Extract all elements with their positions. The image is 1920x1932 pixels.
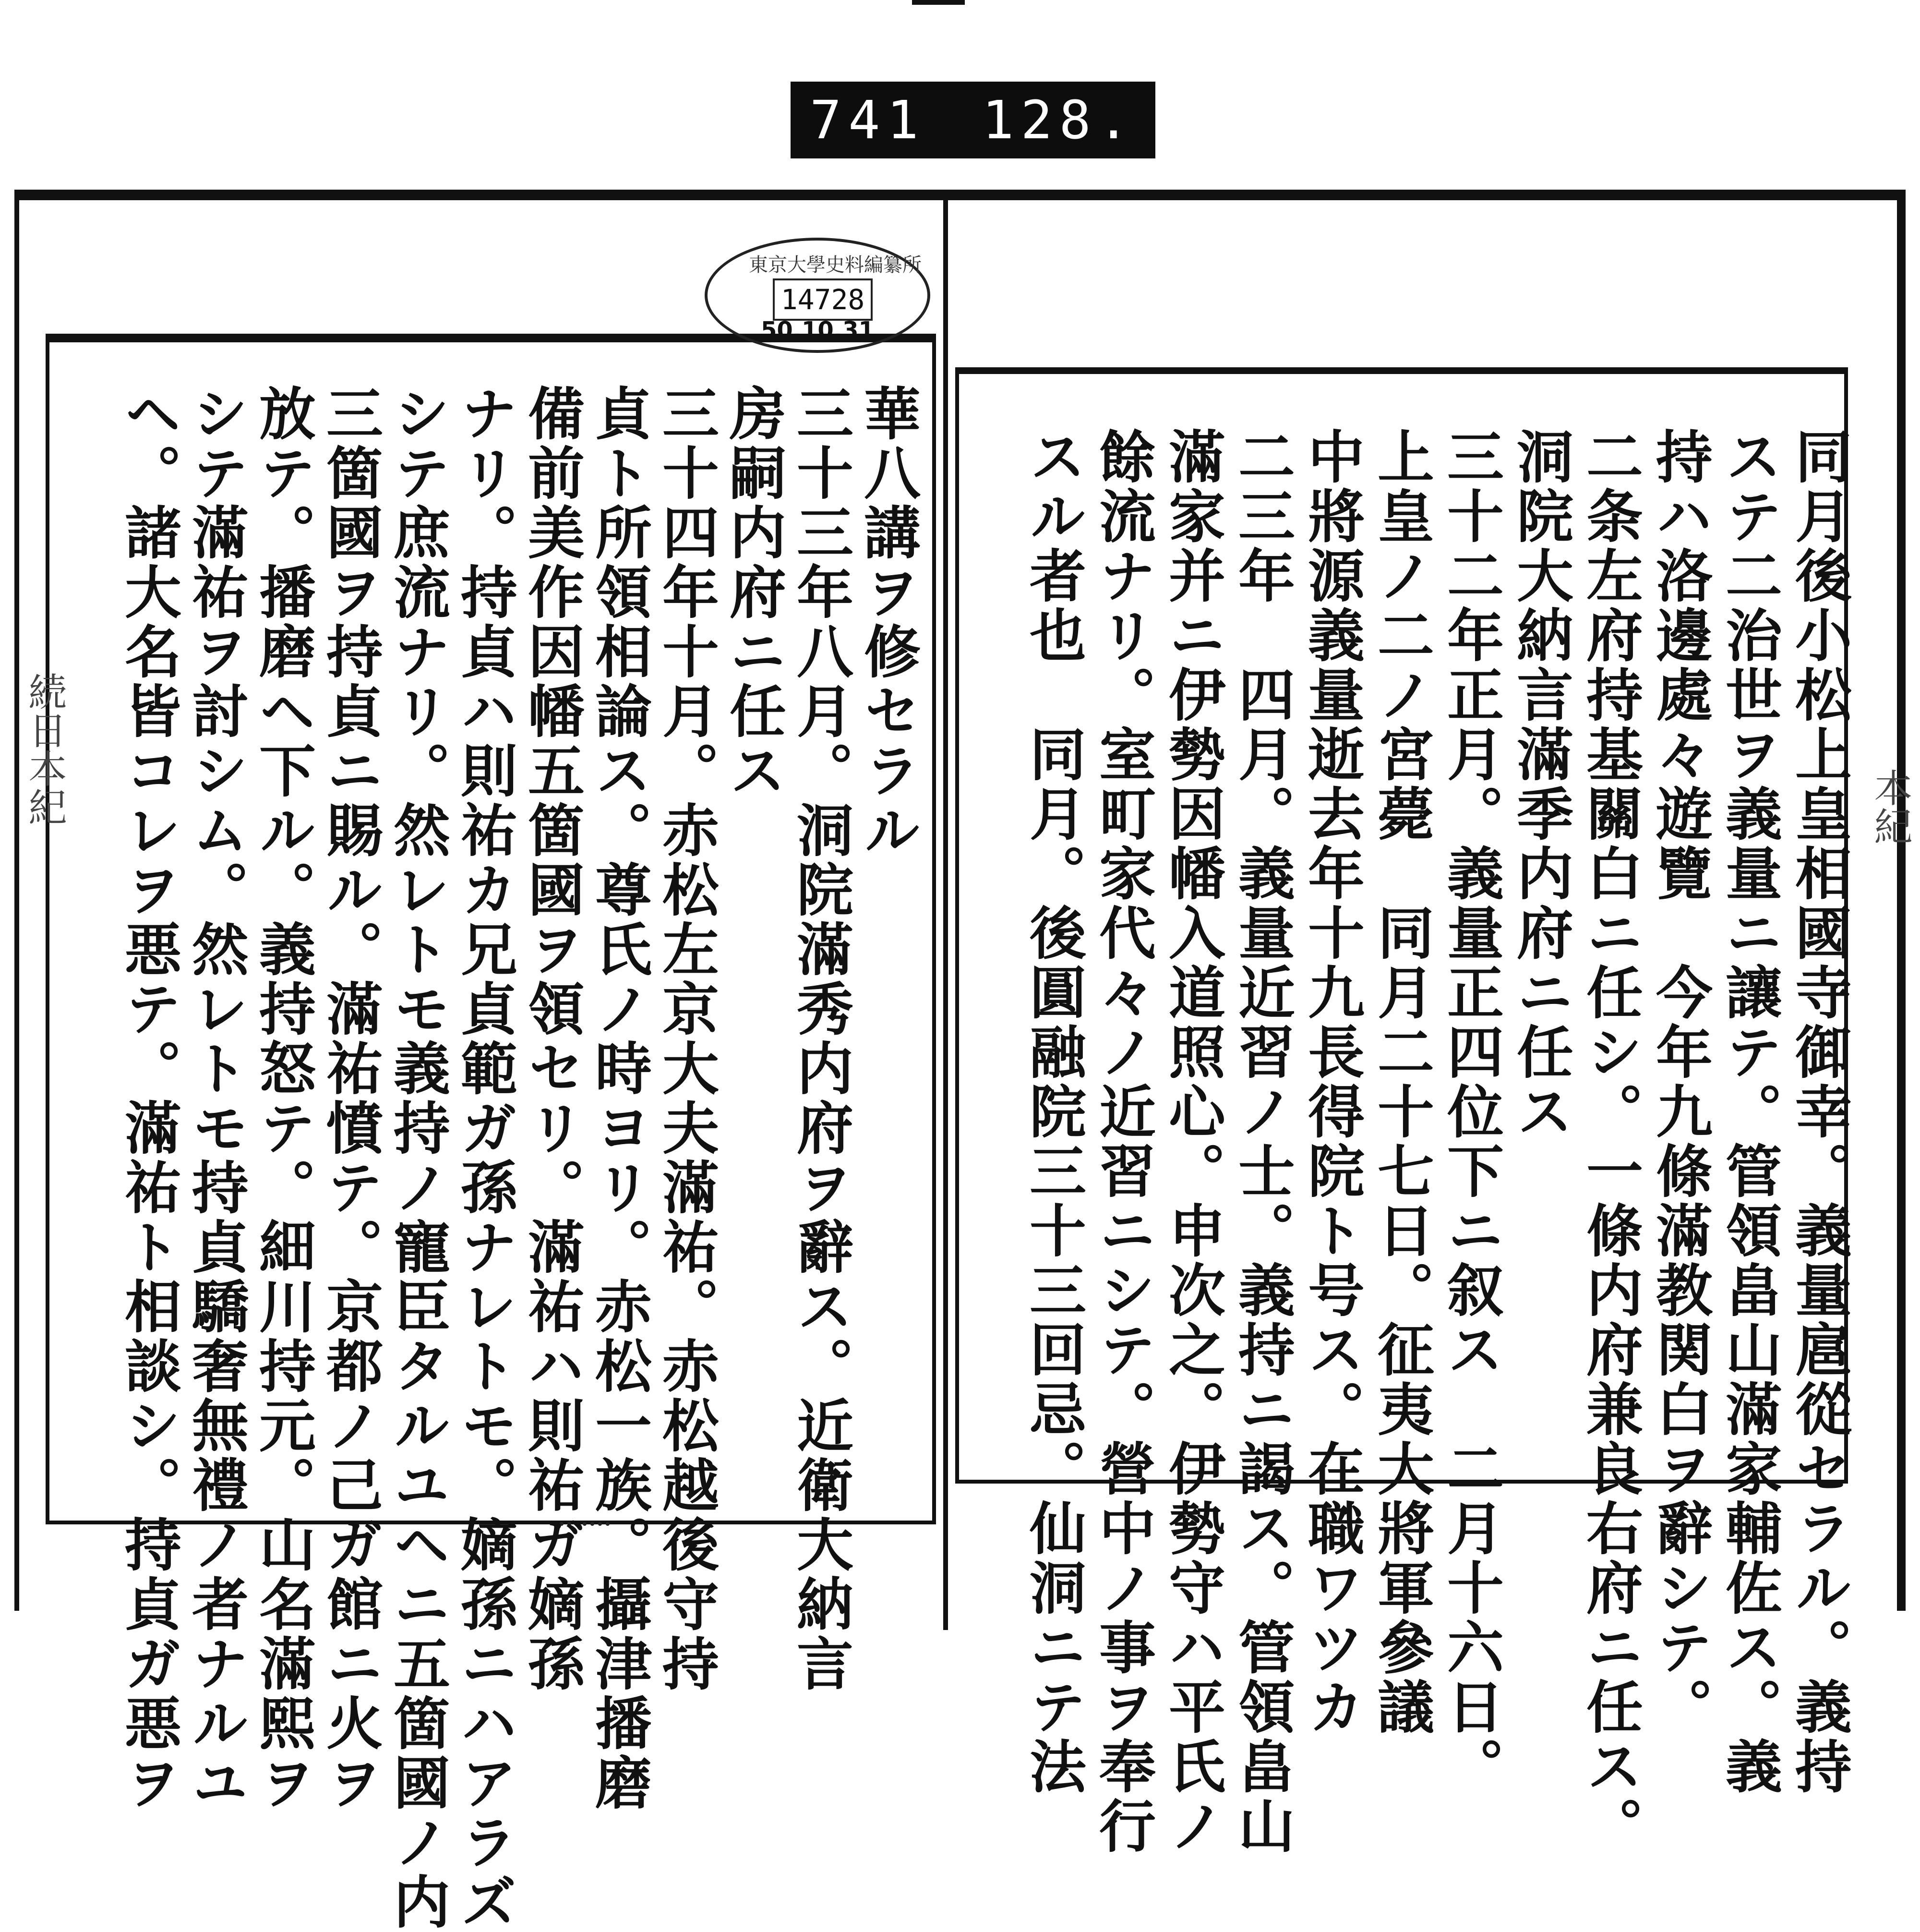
stamp-text: 東京大學史料編纂所 — [749, 254, 922, 276]
catalog-label-left: 741 — [810, 89, 925, 151]
left-col-6: 備前美作因幡五箇國ヲ領セリ。滿祐ハ則祐ガ嫡孫 — [518, 384, 585, 1694]
right-col-5: 洞院大納言滿季内府ニ任ス — [1507, 427, 1574, 1142]
left-col-11: シテ滿祐ヲ討シム。然レトモ持貞驕奢無禮ノ者ナルユ — [182, 384, 249, 1813]
right-col-3: 持ハ洛邊處々遊覽 今年九條滿教関白ヲ辭シテ。 — [1646, 427, 1713, 1737]
left-col-10: 放テ。播磨ヘ下ル。義持怒テ。細川持元。山名滿熙ヲ — [250, 384, 316, 1813]
right-col-9: 二三年 四月。義量近習ノ士。義持ニ謁ス。管領畠山 — [1229, 427, 1296, 1856]
book-spine — [943, 194, 948, 1630]
right-col-6: 三十二年正月。義量正四位下ニ叙ス 二月十六日。 — [1438, 427, 1504, 1797]
left-margin-mark: 続日本紀 — [22, 672, 67, 826]
left-col-4: 三十四年十月。赤松左京大夫滿祐。赤松越後守持 — [653, 384, 720, 1694]
catalog-label — [791, 82, 1155, 158]
right-col-8: 中將源義量逝去年十九長得院ト号ス。在職ワツカ — [1298, 427, 1365, 1737]
left-col-3: 房嗣内府ニ任ス — [720, 384, 787, 801]
top-edge-mark — [912, 0, 965, 5]
left-col-9: 三箇國ヲ持貞ニ賜ル。滿祐憤テ。京都ノ己ガ館ニ火ヲ — [317, 384, 384, 1813]
left-col-7: ナリ。持貞ハ則祐カ兄貞範ガ孫ナレトモ。嫡孫ニハアラズ — [451, 384, 518, 1932]
stamp-date: 50.10.31 — [761, 317, 875, 344]
left-col-12: ヘ。諸大名皆コレヲ悪テ。滿祐ト相談シ。持貞ガ悪ヲ — [115, 384, 182, 1813]
right-col-4: 二条左府持基關白ニ任シ。一條内府兼良右府ニ任ス。 — [1577, 427, 1644, 1856]
right-col-7: 上皇ノ二ノ宮薨 同月二十七日。征夷大將軍參議 — [1368, 427, 1435, 1737]
left-col-1: 華八講ヲ修セラル — [854, 384, 921, 860]
left-col-2: 三十三年八月。洞院滿秀内府ヲ辭ス。近衛大納言 — [787, 384, 854, 1694]
right-margin-mark: 本紀 — [1868, 768, 1912, 845]
right-col-11: 餘流ナリ。室町家代々ノ近習ニシテ。營中ノ事ヲ奉行 — [1090, 427, 1156, 1856]
left-col-8: シテ庶流ナリ。然レトモ義持ノ寵臣タルユヘニ五箇國ノ内 — [384, 384, 451, 1932]
left-col-5: 貞ト所領相論ス。尊氏ノ時ヨリ。赤松一族。攝津播磨 — [586, 384, 652, 1813]
stamp-number: 14728 — [773, 278, 873, 321]
right-col-1: 同月後小松上皇相國寺御幸。義量扈從セラル。義持 — [1786, 427, 1852, 1797]
catalog-label-right: 128. — [982, 89, 1136, 151]
right-col-2: ステ二治世ヲ義量ニ讓テ。管領畠山滿家輔佐ス。義 — [1716, 427, 1783, 1797]
right-col-10: 滿家并ニ伊勢因幡入道照心。申次之。伊勢守ハ平氏ノ — [1159, 427, 1226, 1856]
right-col-12: スル者也 同月。後圓融院三十三回忌。仙洞ニテ法 — [1020, 427, 1087, 1797]
